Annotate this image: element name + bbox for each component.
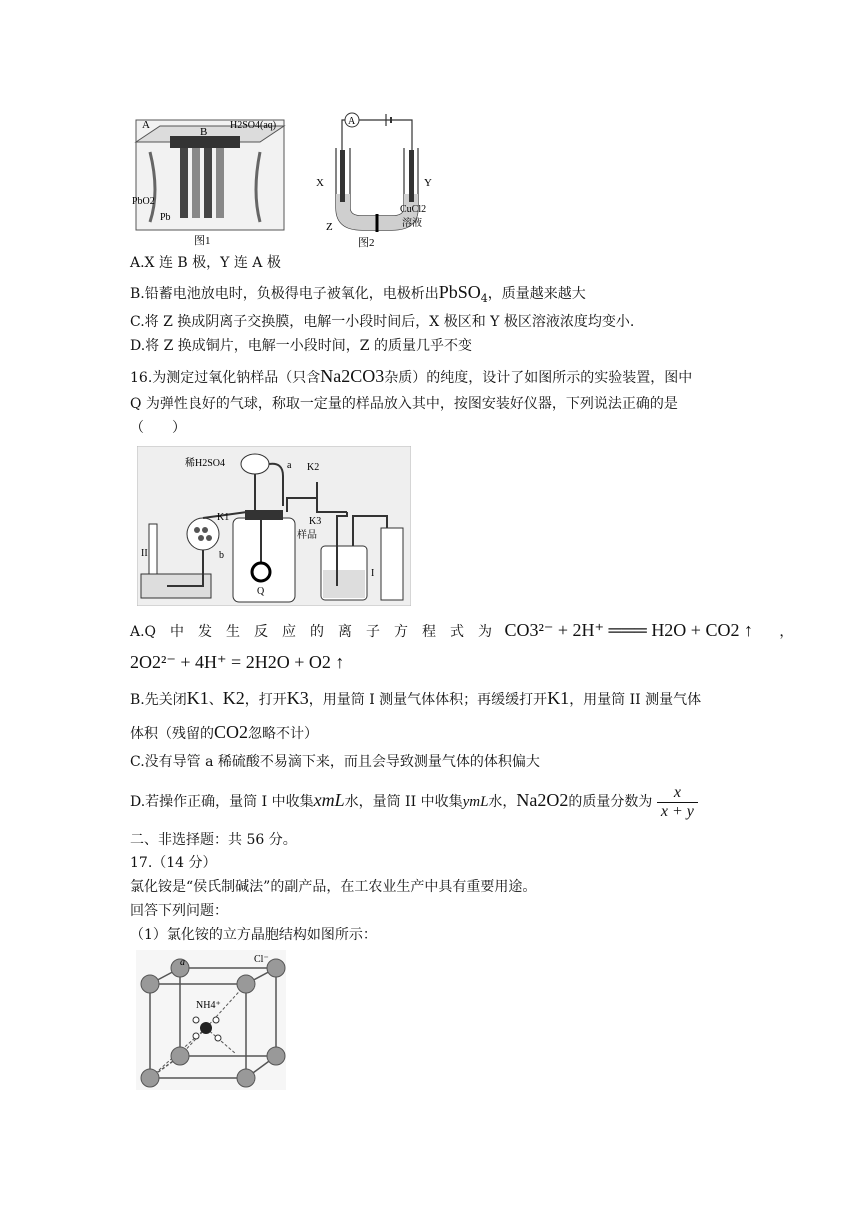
apparatus-a: a	[287, 460, 292, 471]
q17-prompt: 回答下列问题：	[130, 903, 228, 919]
crystal-label-cl: Cl⁻	[254, 954, 269, 965]
section-2-heading: 二、非选择题：共 56 分。	[130, 832, 297, 848]
q16-d-frac-den: x + y	[660, 802, 694, 820]
q16-b2-formula: CO2	[214, 722, 249, 742]
q16-d-x: xmL	[313, 790, 345, 810]
fig2-label-cucl2: CuCl2	[400, 204, 427, 215]
q16-b-mid1: ，打开	[244, 692, 287, 708]
q16-d-fraction	[657, 784, 698, 821]
q16-b-pre: B.先关闭	[130, 692, 187, 708]
fig2-label-z: Z	[326, 221, 333, 233]
q16-a-eq1: CO3²⁻ + 2H⁺ ═══ H2O + CO2 ↑	[504, 620, 753, 640]
fig2-caption: 图2	[358, 237, 375, 249]
fig1-label-pb: Pb	[160, 212, 171, 223]
q16-b2-post: 忽略不计）	[248, 726, 319, 742]
q16-option-a-line2	[130, 652, 344, 674]
fig1-label-acid: H2SO4(aq)	[230, 120, 277, 131]
q17-title: 17.（14 分）	[130, 855, 217, 871]
figure-2-electrolysis	[312, 108, 442, 250]
q17-part1: （1）氯化铵的立方晶胞结构如图所示：	[130, 927, 377, 943]
q16-b-post: ，用量筒 II 测量气体	[569, 692, 702, 708]
q15-option-c: C.将 Z 换成阴离子交换膜，电解一小段时间后，X 极区和 Y 极区溶液浓度均变小.	[130, 314, 635, 330]
q16-stem-line1	[130, 366, 692, 388]
q16-d-mid2: 水，	[488, 794, 517, 810]
q16-stem-pre: 16.为测定过氧化钠样品（只含	[130, 370, 321, 386]
apparatus-k1: K1	[217, 512, 230, 523]
apparatus-acid: 稀H2SO4	[185, 458, 226, 469]
q16-a-pre: A.Q 中 发 生 反 应 的 离 子 方 程 式 为	[130, 624, 493, 640]
q16-option-b-line2	[130, 722, 318, 744]
q16-b-sep: 、	[208, 692, 223, 708]
q15-b-formula: PbSO	[438, 282, 481, 302]
q15-b-post: ，质量越来越大	[487, 286, 586, 302]
figure-1-lead-battery	[130, 112, 300, 250]
fig2-ammeter: A	[348, 116, 356, 127]
q16-option-d	[130, 780, 698, 822]
fig1-caption: 图1	[194, 235, 211, 247]
crystal-label-nh4: NH4⁺	[196, 1000, 221, 1011]
q16-stem-line3: （ ）	[130, 420, 186, 436]
apparatus-tube1: I	[371, 568, 375, 579]
q16-option-c: C.没有导管 a 稀硫酸不易滴下来，而且会导致测量气体的体积偏大	[130, 754, 540, 770]
fig2-label-solution: 溶液	[402, 218, 422, 229]
fig1-label-a: A	[142, 119, 150, 131]
q16-b-k2: K2	[222, 688, 245, 708]
q16-b-k3: K3	[286, 688, 309, 708]
q17-crystal-figure	[136, 950, 286, 1090]
q15-b-pre: B.铅蓄电池放电时，负极得电子被氧化，电极析出	[130, 286, 439, 302]
apparatus-tube2: II	[141, 548, 148, 559]
fig2-label-x: X	[316, 177, 324, 189]
q16-d-frac-num: x	[657, 784, 698, 803]
apparatus-b: b	[219, 550, 224, 561]
q16-b-k1: K1	[186, 688, 209, 708]
q16-stem-post: 杂质）的纯度，设计了如图所示的实验装置，图中	[384, 370, 693, 386]
q16-d-pre: D.若操作正确，量筒 I 中收集	[130, 794, 314, 810]
q15-b-sub: 4	[480, 291, 488, 305]
crystal-label-a: a	[180, 957, 185, 968]
fig2-label-y: Y	[424, 177, 432, 189]
apparatus-q: Q	[257, 586, 265, 597]
q16-d-mid: 水，量筒 II 中收集	[344, 794, 463, 810]
q16-d-y: ymL	[462, 794, 489, 810]
q16-d-formula: Na2O2	[516, 790, 569, 810]
q16-b2-pre: 体积（残留的	[130, 726, 214, 742]
apparatus-k3: K3	[309, 516, 322, 527]
q16-a-eq2: 2O2²⁻ + 4H⁺ = 2H2O + O2 ↑	[130, 652, 345, 672]
q16-b-k1b: K1	[547, 688, 570, 708]
q16-stem-line2: Q 为弹性良好的气球，称取一定量的样品放入其中，按图安装好仪器，下列说法正确的是	[130, 396, 678, 412]
fig1-label-pbo2: PbO2	[132, 196, 155, 207]
fig1-label-b: B	[200, 126, 208, 138]
apparatus-sample: 样品	[297, 530, 317, 541]
q16-option-a-line1	[130, 620, 793, 642]
q16-b-mid2: ，用量筒 I 测量气体体积；再缓缓打开	[308, 692, 548, 708]
q16-d-post: 的质量分数为	[568, 794, 653, 810]
q16-option-b-line1	[130, 688, 701, 710]
q15-option-a: A.X 连 B 极，Y 连 A 极	[130, 255, 281, 271]
q16-stem-formula: Na2CO3	[320, 366, 385, 386]
q15-option-b	[130, 282, 586, 309]
q16-apparatus-figure	[137, 446, 411, 606]
q17-intro: 氯化铵是“侯氏制碱法”的副产品，在工农业生产中具有重要用途。	[130, 879, 537, 895]
q15-option-d: D.将 Z 换成铜片，电解一小段时间，Z 的质量几乎不变	[130, 338, 472, 354]
q16-a-comma: ，	[779, 624, 794, 640]
apparatus-k2: K2	[307, 462, 320, 473]
